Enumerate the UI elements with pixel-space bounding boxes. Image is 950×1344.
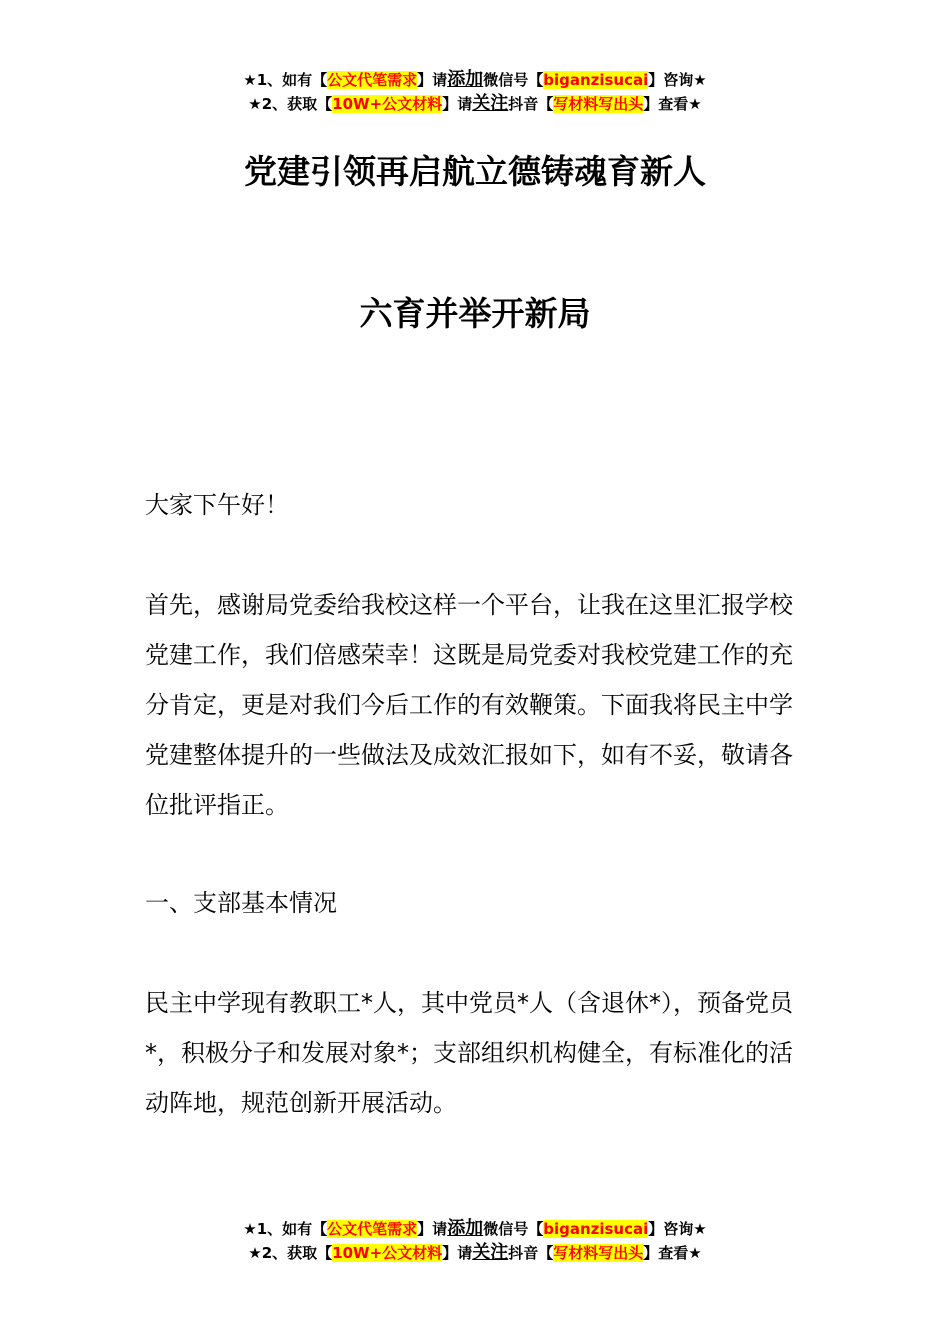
promo-highlight: 10W+公文材料 [332, 1244, 443, 1262]
promo-text: ★1、如有【 [243, 71, 328, 89]
section-body-paragraph: 民主中学现有教职工*人，其中党员*人（含退休*），预备党员*，积极分子和发展对象*；支部组织机构健全，有标准化的活动阵地，规范创新开展活动。 [145, 989, 793, 1117]
greeting-paragraph: 大家下午好！ [145, 491, 289, 519]
promo-line-2 [0, 92, 950, 116]
promo-text: 】查看★ [643, 1244, 702, 1262]
promo-text: 】请 [417, 71, 448, 89]
promo-text: 微信号【 [483, 71, 544, 89]
document-title-line-1: 党建引领再启航立德铸魂育新人 [244, 152, 706, 191]
promo-highlight: 公文代笔需求 [327, 1220, 418, 1238]
header-promo-banner [0, 68, 950, 116]
promo-text: 】咨询★ [648, 1220, 707, 1238]
document-title-line-2: 六育并举开新局 [359, 294, 591, 333]
section-heading: 一、支部基本情况 [145, 889, 337, 917]
promo-line-1 [0, 68, 950, 92]
promo-underline: 添加 [447, 69, 484, 90]
promo-text: ★2、获取【 [248, 95, 333, 113]
promo-text: 】请 [417, 1220, 448, 1238]
promo-highlight: 写材料写出头 [553, 95, 644, 113]
promo-text: ★2、获取【 [248, 1244, 333, 1262]
promo-text: 】咨询★ [648, 71, 707, 89]
promo-highlight: 公文代笔需求 [327, 71, 418, 89]
promo-text: 抖音【 [508, 1244, 554, 1262]
footer-promo-banner [0, 1217, 950, 1265]
promo-underline: 关注 [472, 93, 509, 114]
promo-highlight: biganzisucai [543, 71, 649, 89]
promo-text: 】查看★ [643, 95, 702, 113]
promo-highlight: biganzisucai [543, 1220, 649, 1238]
promo-underline: 添加 [447, 1218, 484, 1239]
promo-highlight: 写材料写出头 [553, 1244, 644, 1262]
promo-text: 抖音【 [508, 95, 554, 113]
promo-line-1 [0, 1217, 950, 1241]
promo-text: 】请 [442, 1244, 473, 1262]
promo-underline: 关注 [472, 1242, 509, 1263]
promo-text: 】请 [442, 95, 473, 113]
promo-line-2 [0, 1241, 950, 1265]
promo-highlight: 10W+公文材料 [332, 95, 443, 113]
promo-text: 微信号【 [483, 1220, 544, 1238]
intro-paragraph: 首先，感谢局党委给我校这样一个平台，让我在这里汇报学校党建工作，我们倍感荣幸！这既是局党委对我校党建工作的充分肯定，更是对我们今后工作的有效鞭策。下面我将民主中学党建整体提升的一些做法及成效汇报如下，如有不妥，敬请各位批评指正。 [145, 591, 793, 819]
promo-text: ★1、如有【 [243, 1220, 328, 1238]
